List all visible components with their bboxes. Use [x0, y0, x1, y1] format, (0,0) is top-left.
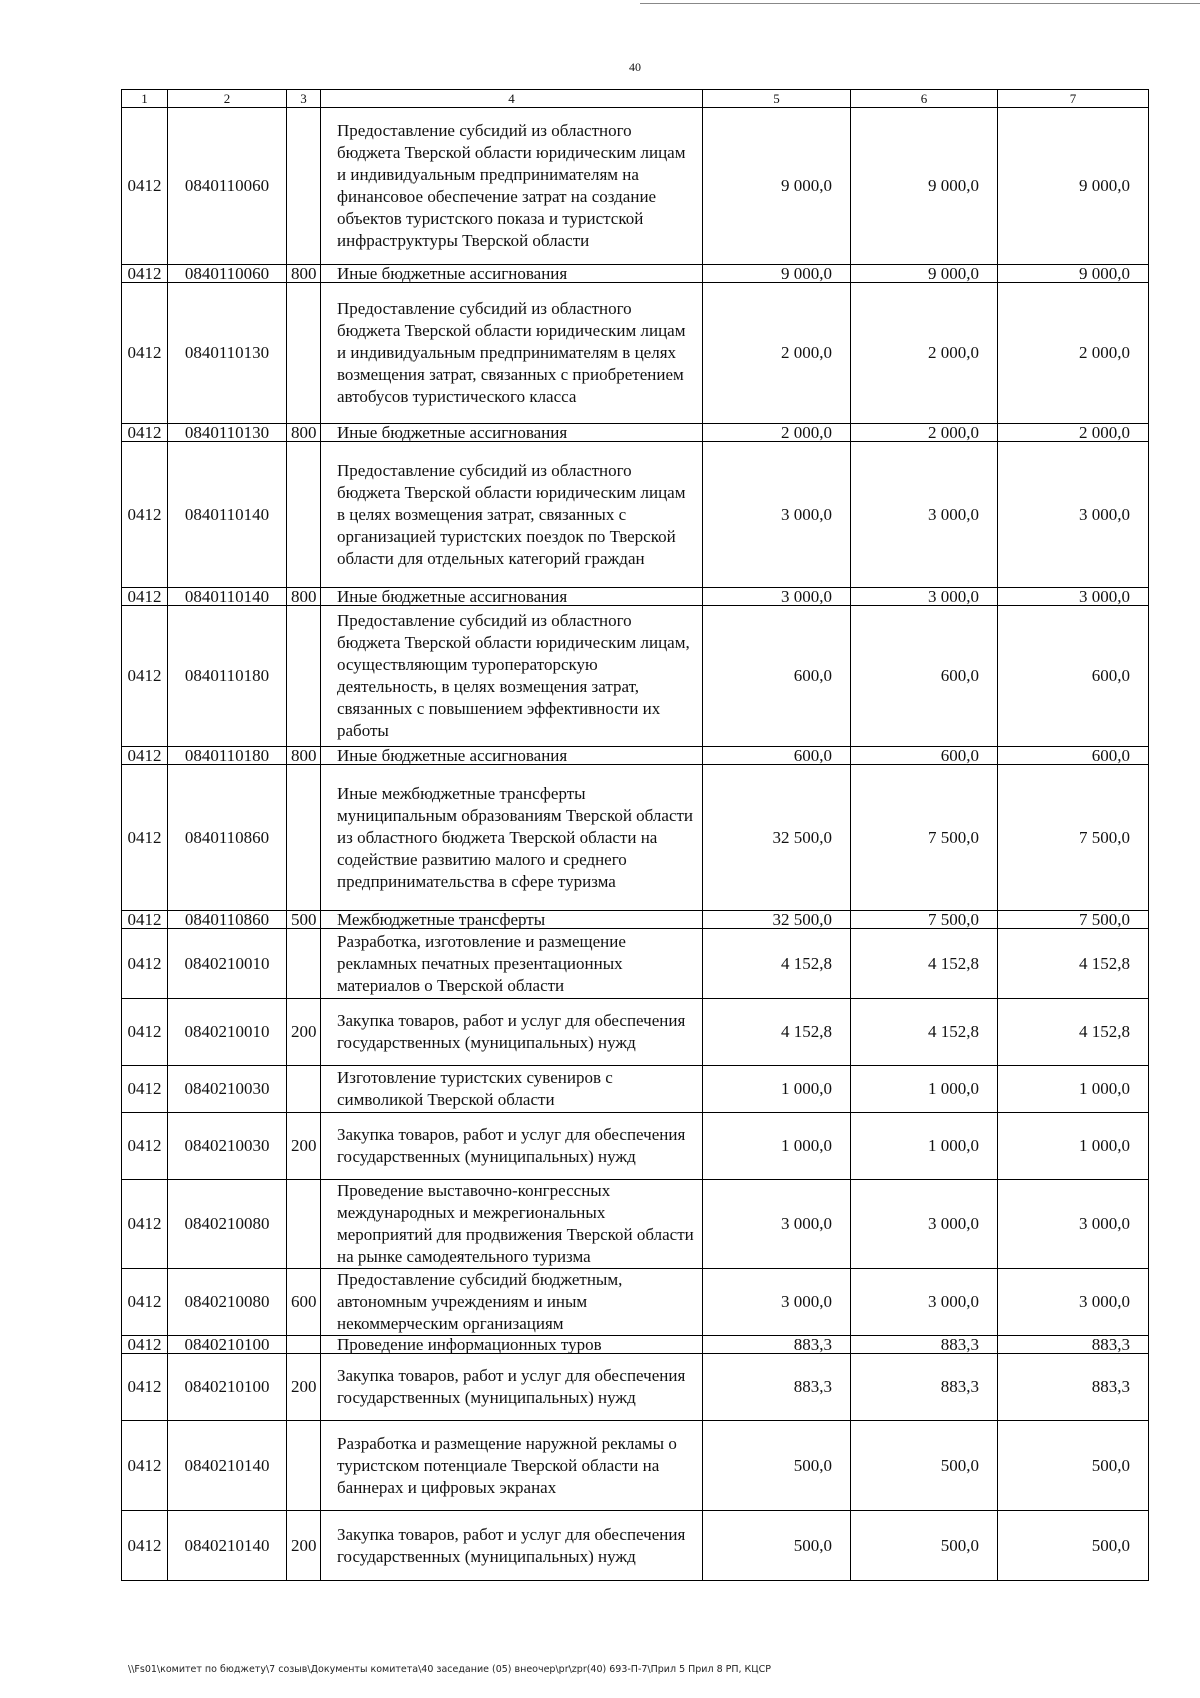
expense-type-cell [287, 929, 321, 999]
column-header: 7 [998, 90, 1149, 108]
amount-year3-cell: 883,3 [998, 1354, 1149, 1421]
amount-year1-cell: 600,0 [703, 747, 851, 765]
target-code-cell: 0840210100 [168, 1336, 287, 1354]
amount-year2-cell: 9 000,0 [851, 265, 998, 283]
amount-year2-cell: 3 000,0 [851, 1180, 998, 1269]
item-name-cell: Предоставление субсидий бюджетным, автономным учреждениям и иным некоммерческим организациям [321, 1269, 703, 1336]
expense-type-cell: 600 [287, 1269, 321, 1336]
item-name-cell: Изготовление туристских сувениров с символикой Тверской области [321, 1066, 703, 1113]
amount-year3-cell: 600,0 [998, 747, 1149, 765]
amount-year1-cell: 3 000,0 [703, 588, 851, 606]
target-code-cell: 0840110130 [168, 283, 287, 424]
target-code-cell: 0840110180 [168, 747, 287, 765]
target-code-cell: 0840210080 [168, 1269, 287, 1336]
item-name-cell: Разработка, изготовление и размещение рекламных печатных презентационных материалов о Тверской области [321, 929, 703, 999]
target-code-cell: 0840110140 [168, 588, 287, 606]
amount-year2-cell: 3 000,0 [851, 588, 998, 606]
table-row [122, 1511, 1149, 1581]
item-name-cell: Закупка товаров, работ и услуг для обеспечения государственных (муниципальных) нужд [321, 1354, 703, 1421]
target-code-cell: 0840210080 [168, 1180, 287, 1269]
amount-year2-cell: 600,0 [851, 747, 998, 765]
amount-year1-cell: 600,0 [703, 606, 851, 747]
amount-year1-cell: 4 152,8 [703, 999, 851, 1066]
item-name-cell: Закупка товаров, работ и услуг для обеспечения государственных (муниципальных) нужд [321, 1511, 703, 1581]
page-number: 40 [629, 60, 641, 74]
target-code-cell: 0840110860 [168, 911, 287, 929]
amount-year2-cell: 1 000,0 [851, 1066, 998, 1113]
item-name-cell: Предоставление субсидий из областного бюджета Тверской области юридическим лицам в целях возмещения затрат, связанных с организацией туристских поездок по Тверской области для отдельных категорий граждан [321, 442, 703, 588]
amount-year3-cell: 7 500,0 [998, 911, 1149, 929]
expense-type-cell [287, 606, 321, 747]
amount-year1-cell: 500,0 [703, 1511, 851, 1581]
column-header: 3 [287, 90, 321, 108]
target-code-cell: 0840110130 [168, 424, 287, 442]
item-name-cell: Закупка товаров, работ и услуг для обеспечения государственных (муниципальных) нужд [321, 999, 703, 1066]
amount-year2-cell: 4 152,8 [851, 999, 998, 1066]
expense-type-cell [287, 1336, 321, 1354]
target-code-cell: 0840210140 [168, 1421, 287, 1511]
amount-year1-cell: 883,3 [703, 1354, 851, 1421]
item-name-cell: Иные бюджетные ассигнования [321, 424, 703, 442]
amount-year1-cell: 9 000,0 [703, 265, 851, 283]
amount-year3-cell: 3 000,0 [998, 588, 1149, 606]
section-code-cell: 0412 [122, 442, 168, 588]
expense-type-cell: 500 [287, 911, 321, 929]
footer-file-path: \\Fs01\комитет по бюджету\7 созыв\Документы комитета\40 заседание (05) внеочер\pr\zpr(40) 693-П-7\Прил 5 Прил 8 РП, КЦСР [128, 1664, 772, 1675]
amount-year2-cell: 883,3 [851, 1336, 998, 1354]
expense-type-cell [287, 283, 321, 424]
section-code-cell: 0412 [122, 1269, 168, 1336]
table-row [122, 1066, 1149, 1113]
amount-year3-cell: 3 000,0 [998, 1269, 1149, 1336]
amount-year1-cell: 500,0 [703, 1421, 851, 1511]
amount-year3-cell: 500,0 [998, 1511, 1149, 1581]
column-header: 2 [168, 90, 287, 108]
amount-year2-cell: 3 000,0 [851, 1269, 998, 1336]
table-row [122, 442, 1149, 588]
expense-type-cell [287, 108, 321, 265]
table-row [122, 1180, 1149, 1269]
amount-year1-cell: 3 000,0 [703, 1180, 851, 1269]
table-row [122, 747, 1149, 765]
table-row [122, 999, 1149, 1066]
target-code-cell: 0840110060 [168, 108, 287, 265]
expense-type-cell [287, 1180, 321, 1269]
table-row [122, 765, 1149, 911]
expense-type-cell: 800 [287, 588, 321, 606]
amount-year3-cell: 9 000,0 [998, 108, 1149, 265]
expense-type-cell: 200 [287, 1113, 321, 1180]
amount-year1-cell: 3 000,0 [703, 442, 851, 588]
column-header: 1 [122, 90, 168, 108]
section-code-cell: 0412 [122, 424, 168, 442]
section-code-cell: 0412 [122, 1336, 168, 1354]
amount-year1-cell: 9 000,0 [703, 108, 851, 265]
amount-year3-cell: 883,3 [998, 1336, 1149, 1354]
amount-year1-cell: 1 000,0 [703, 1113, 851, 1180]
item-name-cell: Предоставление субсидий из областного бюджета Тверской области юридическим лицам, осуществляющим туроператорскую деятельность, в целях возмещения затрат, связанных с повышением эффективности их работы [321, 606, 703, 747]
table-row [122, 424, 1149, 442]
amount-year3-cell: 4 152,8 [998, 929, 1149, 999]
table-row [122, 1421, 1149, 1511]
table-row [122, 929, 1149, 999]
amount-year3-cell: 1 000,0 [998, 1066, 1149, 1113]
expense-type-cell: 800 [287, 424, 321, 442]
amount-year3-cell: 4 152,8 [998, 999, 1149, 1066]
table-row [122, 283, 1149, 424]
target-code-cell: 0840110180 [168, 606, 287, 747]
item-name-cell: Закупка товаров, работ и услуг для обеспечения государственных (муниципальных) нужд [321, 1113, 703, 1180]
item-name-cell: Межбюджетные трансферты [321, 911, 703, 929]
column-header: 5 [703, 90, 851, 108]
table-row [122, 588, 1149, 606]
amount-year2-cell: 500,0 [851, 1421, 998, 1511]
section-code-cell: 0412 [122, 1421, 168, 1511]
item-name-cell: Проведение выставочно-конгрессных международных и межрегиональных мероприятий для продвижения Тверской области на рынке самодеятельного туризма [321, 1180, 703, 1269]
section-code-cell: 0412 [122, 765, 168, 911]
column-header: 6 [851, 90, 998, 108]
section-code-cell: 0412 [122, 108, 168, 265]
table-row [122, 265, 1149, 283]
amount-year3-cell: 7 500,0 [998, 765, 1149, 911]
table-row [122, 1269, 1149, 1336]
section-code-cell: 0412 [122, 283, 168, 424]
section-code-cell: 0412 [122, 929, 168, 999]
expense-type-cell: 200 [287, 999, 321, 1066]
amount-year3-cell: 2 000,0 [998, 424, 1149, 442]
table-body [122, 108, 1149, 1581]
target-code-cell: 0840210100 [168, 1354, 287, 1421]
target-code-cell: 0840110140 [168, 442, 287, 588]
column-header: 4 [321, 90, 703, 108]
header-row [122, 90, 1149, 108]
expense-type-cell: 200 [287, 1511, 321, 1581]
target-code-cell: 0840210010 [168, 929, 287, 999]
expense-type-cell [287, 765, 321, 911]
amount-year3-cell: 9 000,0 [998, 265, 1149, 283]
target-code-cell: 0840210030 [168, 1113, 287, 1180]
amount-year1-cell: 32 500,0 [703, 911, 851, 929]
amount-year3-cell: 3 000,0 [998, 442, 1149, 588]
section-code-cell: 0412 [122, 999, 168, 1066]
expense-type-cell [287, 1421, 321, 1511]
target-code-cell: 0840210010 [168, 999, 287, 1066]
item-name-cell: Проведение информационных туров [321, 1336, 703, 1354]
amount-year2-cell: 600,0 [851, 606, 998, 747]
expense-type-cell [287, 1066, 321, 1113]
target-code-cell: 0840110060 [168, 265, 287, 283]
expense-type-cell: 800 [287, 747, 321, 765]
amount-year1-cell: 2 000,0 [703, 424, 851, 442]
amount-year2-cell: 9 000,0 [851, 108, 998, 265]
expense-type-cell [287, 442, 321, 588]
scan-edge-line [640, 3, 1200, 4]
expense-type-cell: 200 [287, 1354, 321, 1421]
item-name-cell: Иные межбюджетные трансферты муниципальным образованиям Тверской области из областного бюджета Тверской области на содействие развитию малого и среднего предпринимательства в сфере туризма [321, 765, 703, 911]
amount-year2-cell: 4 152,8 [851, 929, 998, 999]
table-row [122, 1113, 1149, 1180]
amount-year1-cell: 32 500,0 [703, 765, 851, 911]
item-name-cell: Предоставление субсидий из областного бюджета Тверской области юридическим лицам и индивидуальным предпринимателям на финансовое обеспечение затрат на создание объектов туристского показа и туристской инфраструктуры Тверской области [321, 108, 703, 265]
amount-year1-cell: 2 000,0 [703, 283, 851, 424]
budget-table [121, 89, 1149, 1581]
section-code-cell: 0412 [122, 1113, 168, 1180]
amount-year3-cell: 2 000,0 [998, 283, 1149, 424]
section-code-cell: 0412 [122, 1511, 168, 1581]
amount-year2-cell: 7 500,0 [851, 911, 998, 929]
section-code-cell: 0412 [122, 265, 168, 283]
amount-year1-cell: 1 000,0 [703, 1066, 851, 1113]
section-code-cell: 0412 [122, 911, 168, 929]
table-row [122, 1354, 1149, 1421]
amount-year3-cell: 3 000,0 [998, 1180, 1149, 1269]
amount-year2-cell: 1 000,0 [851, 1113, 998, 1180]
amount-year3-cell: 500,0 [998, 1421, 1149, 1511]
target-code-cell: 0840210140 [168, 1511, 287, 1581]
item-name-cell: Иные бюджетные ассигнования [321, 747, 703, 765]
table-row [122, 1336, 1149, 1354]
amount-year2-cell: 2 000,0 [851, 283, 998, 424]
amount-year1-cell: 3 000,0 [703, 1269, 851, 1336]
item-name-cell: Предоставление субсидий из областного бюджета Тверской области юридическим лицам и индивидуальным предпринимателям в целях возмещения затрат, связанных с приобретением автобусов туристического класса [321, 283, 703, 424]
amount-year2-cell: 500,0 [851, 1511, 998, 1581]
section-code-cell: 0412 [122, 1066, 168, 1113]
item-name-cell: Разработка и размещение наружной рекламы о туристском потенциале Тверской области на баннерах и цифровых экранах [321, 1421, 703, 1511]
expense-type-cell: 800 [287, 265, 321, 283]
amount-year1-cell: 4 152,8 [703, 929, 851, 999]
amount-year3-cell: 600,0 [998, 606, 1149, 747]
item-name-cell: Иные бюджетные ассигнования [321, 265, 703, 283]
table-row [122, 911, 1149, 929]
section-code-cell: 0412 [122, 1354, 168, 1421]
item-name-cell: Иные бюджетные ассигнования [321, 588, 703, 606]
target-code-cell: 0840110860 [168, 765, 287, 911]
table-row [122, 108, 1149, 265]
table-row [122, 606, 1149, 747]
amount-year3-cell: 1 000,0 [998, 1113, 1149, 1180]
amount-year2-cell: 2 000,0 [851, 424, 998, 442]
section-code-cell: 0412 [122, 606, 168, 747]
amount-year1-cell: 883,3 [703, 1336, 851, 1354]
amount-year2-cell: 3 000,0 [851, 442, 998, 588]
section-code-cell: 0412 [122, 747, 168, 765]
amount-year2-cell: 7 500,0 [851, 765, 998, 911]
section-code-cell: 0412 [122, 1180, 168, 1269]
target-code-cell: 0840210030 [168, 1066, 287, 1113]
amount-year2-cell: 883,3 [851, 1354, 998, 1421]
section-code-cell: 0412 [122, 588, 168, 606]
